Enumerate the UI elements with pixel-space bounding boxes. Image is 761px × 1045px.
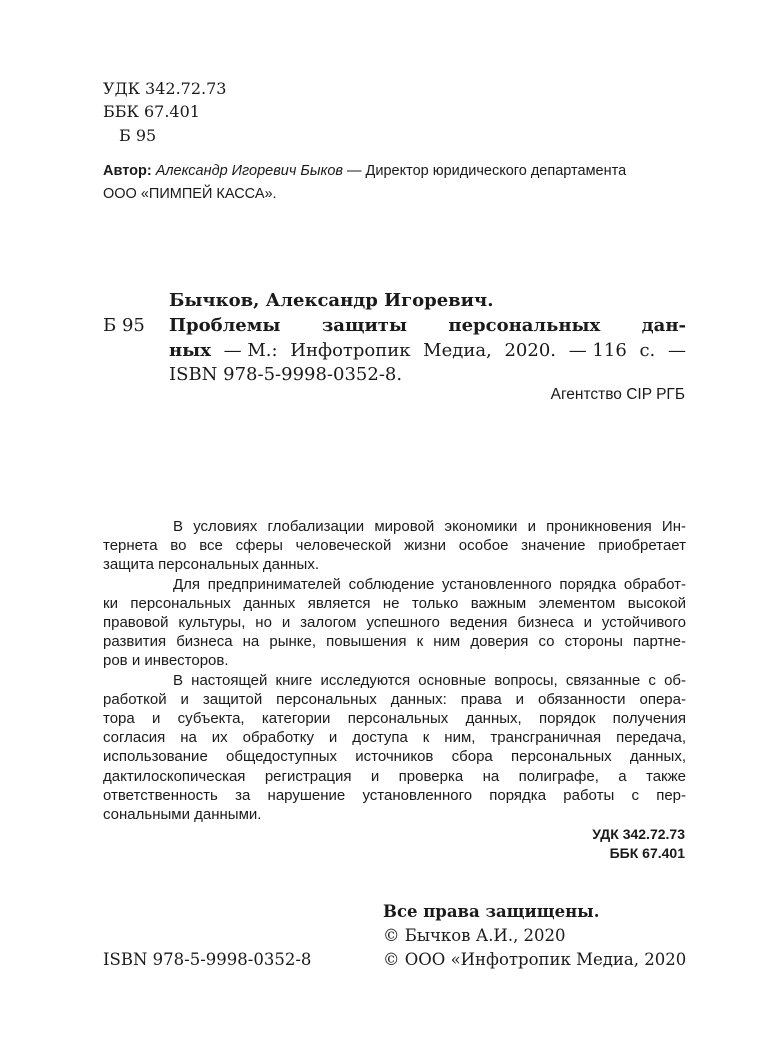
abstract-line: В условиях глобализации мировой экономики и проникновения Ин- [173,518,686,535]
biblio-part: с. [639,340,656,361]
biblio-line2 [169,340,686,361]
bbk-bottom: ББК 67.401 [609,845,685,861]
biblio-author: Бычков, Александр Игоревич. [169,290,494,311]
biblio-part: — [667,340,686,361]
abstract-line: использование общедоступных источников сбора персональных данных, [103,748,686,766]
abstract-line: развития бизнеса на рынке, повышения к ним доверия со стороны партне- [103,633,686,651]
cip-agency: Агентство CIP РГБ [550,386,685,403]
title-word: дан- [641,315,686,336]
author-info [103,160,686,206]
title-end: ных [169,340,211,361]
abstract-line: ответственность за нарушение установленного порядка работы с пер- [103,786,686,804]
abstract-line: В настоящей книге исследуются основные вопросы, связанные с об- [173,671,686,689]
biblio-part: — М.: [223,340,278,361]
abstract [103,517,686,824]
author-desc: — Директор юридического департамента [343,163,627,179]
abstract-line: тора и субъекта, категории персональных данных, порядок получения [103,710,686,728]
udk-code: УДК 342.72.73 [103,79,227,98]
abstract-line: тернета во все сферы человеческой жизни особое значение приобретает [103,537,686,555]
biblio-title-line [169,315,686,336]
abstract-line: ров и инвесторов. [103,652,229,670]
biblio-isbn: ISBN 978-5-9998-0352-8. [169,364,403,385]
author-org: ООО «ПИМПЕЙ КАССА». [103,186,277,202]
biblio-part: Медиа, [423,340,492,361]
title-word: защиты [321,315,407,336]
abstract-line: защита персональных данных. [103,556,320,574]
author-name: Александр Игоревич Быков [155,163,343,179]
rights-reserved: Все права защищены. [383,902,600,921]
biblio-part: — 116 [568,340,627,361]
copyright-publisher: © ООО «Инфотропик Медиа, 2020 [383,950,687,969]
abstract-line: правовой культуры, но и залогом успешного ведения бизнеса и устойчивого [103,614,686,632]
abstract-line: Для предпринимателей соблюдение установленного порядка обработ- [173,575,686,593]
abstract-line: ки персональных данных является не только важным элементом высокой [103,594,686,612]
abstract-line: сональными данными. [103,806,262,824]
abstract-line: работкой и защитой персональных данных: права и обязанности опера- [103,690,686,708]
biblio-part: 2020. [504,340,556,361]
author-mark: Б 95 [119,126,157,145]
biblio-part: Инфотропик [290,340,411,361]
abstract-line: согласия на их обработку и доступа к ним, трансграничная передача, [103,729,686,747]
abstract-line: дактилоскопическая регистрация и проверка на полиграфе, а также [103,767,686,785]
isbn-bottom: ISBN 978-5-9998-0352-8 [103,950,312,969]
copyright-author: © Бычков А.И., 2020 [383,926,566,945]
udk-bottom: УДК 342.72.73 [592,826,685,842]
biblio-mark: Б 95 [103,315,145,336]
title-word: персональных [448,315,601,336]
bbk-code: ББК 67.401 [103,102,200,121]
author-label: Автор: [103,163,152,179]
title-word: Проблемы [169,315,281,336]
